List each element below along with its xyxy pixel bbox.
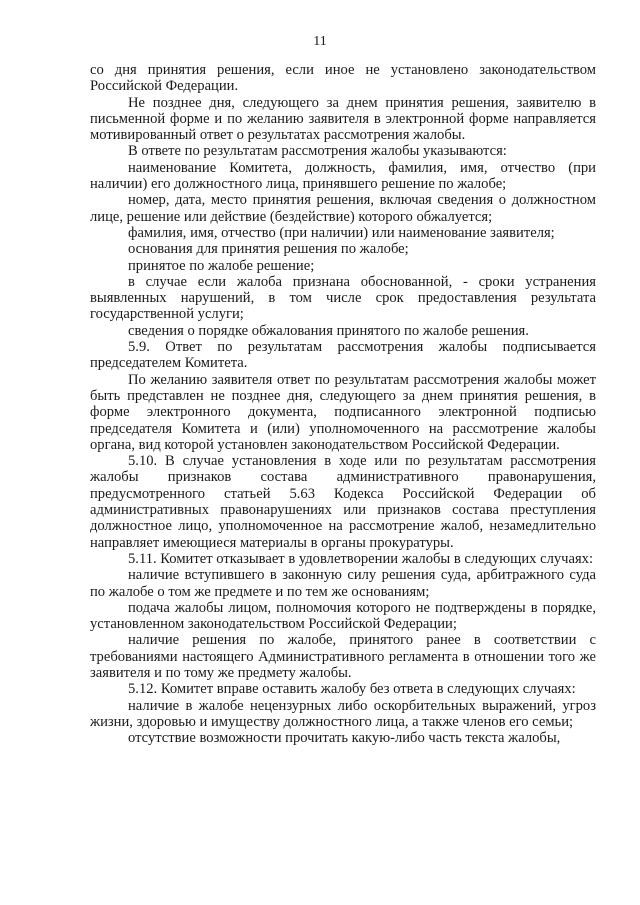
document-body	[90, 62, 596, 746]
paragraph: 5.12. Комитет вправе оставить жалобу без ответа в следующих случаях:	[128, 681, 576, 698]
paragraph: подача жалобы лицом, полномочия которого не подтверждены в порядке, установленном законодательством Российской Федерации;	[90, 599, 596, 633]
paragraph: По желанию заявителя ответ по результатам рассмотрения жалобы может быть представлен не позднее дня, следующего за днем принятия решения, в форме электронного документа, подписанного электронной подписью председателя Комитета и (или) уполномоченного на рассмотрение жалобы органа, вид которой установлен законодательством Российской Федерации.	[90, 371, 596, 453]
paragraph: принятое по жалобе решение;	[128, 257, 315, 274]
paragraph: наименование Комитета, должность, фамилия, имя, отчество (при наличии) его должностного лица, принявшего решение по жалобе;	[90, 159, 596, 193]
paragraph: отсутствие возможности прочитать какую-либо часть текста жалобы,	[128, 730, 561, 747]
paragraph: сведения о порядке обжалования принятого по жалобе решения.	[128, 322, 529, 339]
paragraph: 5.10. В случае установления в ходе или по результатам рассмотрения жалобы признаков состава административного правонарушения, предусмотренного статьей 5.63 Кодекса Российской Федерации об административных правонарушениях или признаков состава преступления должностное лицо, уполномоченное на рассмотрение жалоб, незамедлительно направляет имеющиеся материалы в органы прокуратуры.	[90, 453, 596, 551]
paragraph: наличие вступившего в законную силу решения суда, арбитражного суда по жалобе о том же предмете и по тем же основаниям;	[90, 567, 596, 600]
paragraph: наличие решения по жалобе, принятого ранее в соответствии с требованиями настоящего Административного регламента в отношении того же заявителя и по тому же предмету жалобы.	[90, 632, 596, 681]
paragraph: В ответе по результатам рассмотрения жалобы указываются:	[128, 143, 507, 160]
paragraph: в случае если жалоба признана обоснованной, - сроки устранения выявленных нарушений, в том числе срок предоставления результата государственной услуги;	[90, 273, 596, 323]
paragraph: основания для принятия решения по жалобе;	[128, 241, 409, 258]
paragraph: со дня принятия решения, если иное не установлено законодательством Российской Федерации.	[90, 62, 596, 95]
paragraph: наличие в жалобе нецензурных либо оскорбительных выражений, угроз жизни, здоровью и имуществу должностного лица, а также членов его семьи;	[90, 697, 596, 730]
paragraph: Не позднее дня, следующего за днем принятия решения, заявителю в письменной форме и по желанию заявителя в электронной форме направляется мотивированный ответ о результатах рассмотрения жалобы.	[90, 94, 596, 144]
paragraph: 5.9. Ответ по результатам рассмотрения жалобы подписывается председателем Комитета.	[90, 339, 596, 372]
paragraph: 5.11. Комитет отказывает в удовлетворении жалобы в следующих случаях:	[128, 550, 594, 567]
paragraph: фамилия, имя, отчество (при наличии) или наименование заявителя;	[128, 224, 555, 241]
paragraph: номер, дата, место принятия решения, включая сведения о должностном лице, решение или действие (бездействие) которого обжалуется;	[90, 192, 596, 225]
page-number: 11	[313, 34, 327, 49]
